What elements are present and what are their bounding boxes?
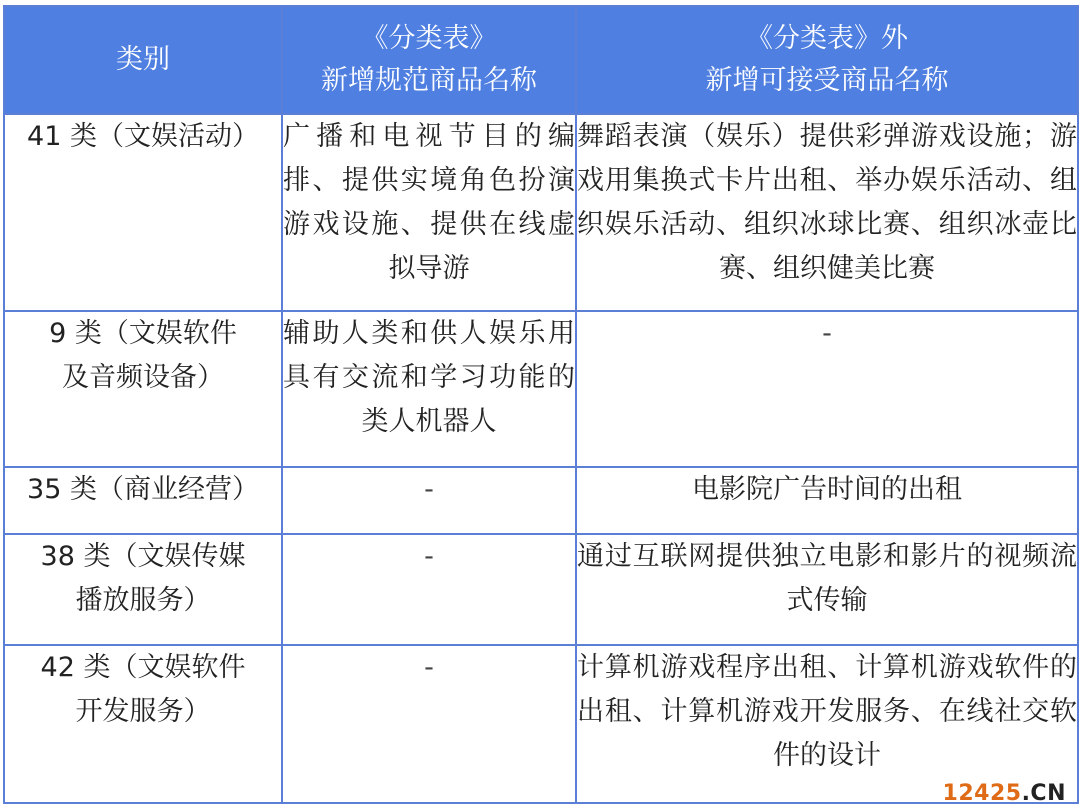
category-cell: 35 类（商业经营） (4, 467, 282, 534)
standard-names-cell: 广播和电视节目的编排、提供实境角色扮演游戏设施、提供在线虚拟导游 (282, 114, 576, 311)
category-cell: 41 类（文娱活动） (4, 114, 282, 311)
header-extra-line1: 《分类表》外 (746, 23, 908, 54)
extra-names-cell: - (576, 311, 1078, 467)
table-row (4, 534, 1078, 645)
watermark-suffix: .CN (1021, 781, 1066, 806)
extra-names-cell: 电影院广告时间的出租 (576, 467, 1078, 534)
category-cell: 42 类（文娱软件开发服务） (4, 645, 282, 803)
header-standard-names (282, 6, 576, 114)
table-row (4, 467, 1078, 534)
header-extra-line2: 新增可接受商品名称 (705, 65, 949, 96)
watermark (943, 781, 1066, 806)
header-extra-names (576, 6, 1078, 114)
category-cell: 9 类（文娱软件及音频设备） (4, 311, 282, 467)
header-standard-line1: 《分类表》 (361, 23, 497, 54)
standard-names-cell: - (282, 645, 576, 803)
standard-names-cell: 辅助人类和供人娱乐用具有交流和学习功能的类人机器人 (282, 311, 576, 467)
header-row (4, 6, 1078, 114)
table-row (4, 311, 1078, 467)
extra-names-cell: 通过互联网提供独立电影和影片的视频流式传输 (576, 534, 1078, 645)
header-standard-line2: 新增规范商品名称 (321, 65, 537, 96)
watermark-number: 12425 (942, 781, 1022, 806)
standard-names-cell: - (282, 534, 576, 645)
extra-names-cell: 舞蹈表演（娱乐）提供彩弹游戏设施；游戏用集换式卡片出租、举办娱乐活动、组织娱乐活动、组织冰球比赛、组织冰壶比赛、组织健美比赛 (576, 114, 1078, 311)
standard-names-cell: - (282, 467, 576, 534)
extra-names-cell: 计算机游戏程序出租、计算机游戏软件的出租、计算机游戏开发服务、在线社交软件的设计 (576, 645, 1078, 803)
table-row (4, 645, 1078, 803)
classification-table (3, 5, 1079, 804)
table-row (4, 114, 1078, 311)
category-cell: 38 类（文娱传媒播放服务） (4, 534, 282, 645)
header-category-label: 类别 (116, 44, 170, 75)
header-category (4, 6, 282, 114)
